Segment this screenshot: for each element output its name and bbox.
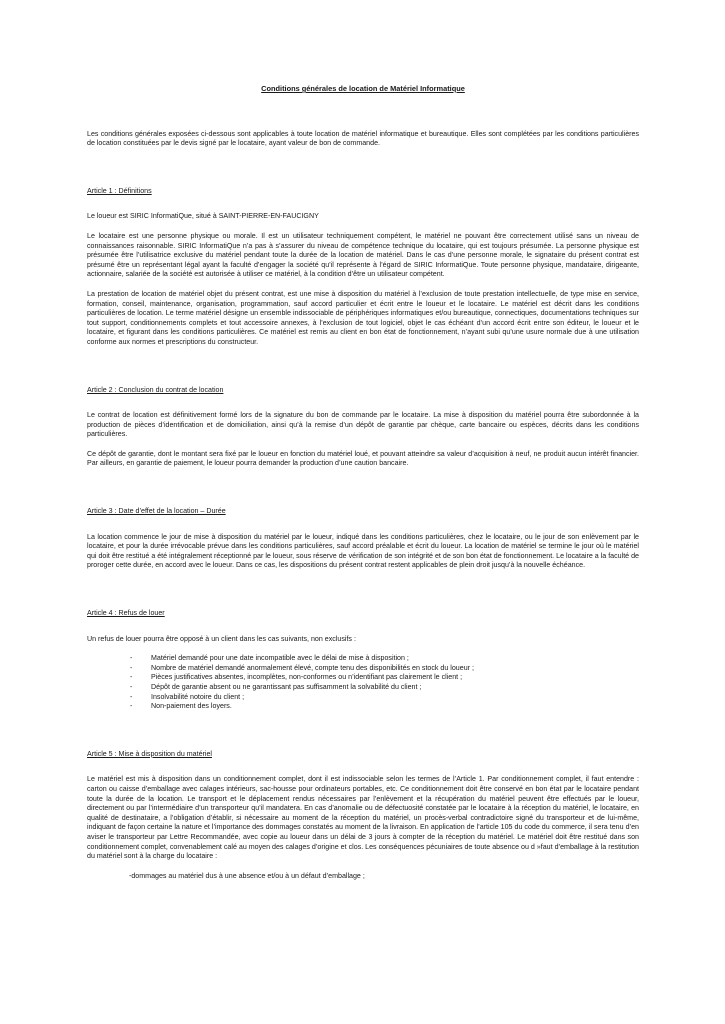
article-2-heading: Article 2 : Conclusion du contrat de location [87,385,224,394]
list-item: - Matériel demandé pour une date incompatible avec le délai de mise à disposition ; [87,654,639,664]
list-item: - Nombre de matériel demandé anormalement élevé, compte tenu des disponibilités en stock du loueur ; [87,664,639,674]
article-5-paragraph-1: Le matériel est mis à disposition dans un conditionnement complet, dont il est indissociable selon les termes de l’Article 1. Par conditionnement complet, il faut entendre : carton ou caisse d’emballage avec calages intérieurs, sac-housse pour ordinateurs portables, etc. Ce conditionnement doit être conservé en bon état par le locataire pendant toute la durée de la location. Le transport et le déplacement rendus nécessaires par l’enlèvement et la récupération du matériel peuvent être effectués par le loueur, directement ou par l’intermédiaire d’un transporteur qu’il mandatera. En cas d’anomalie ou de défectuosité constatée par le locataire à la réception du matériel, le locataire, en qualité de destinataire, a l’obligation d’établir, si nécessaire au moment de la réception du matériel, un procès-verbal contradictoire signé du transporteur et de lui-même, indiquant de façon certaine la nature et l’importance des dommages constatés au moment de la livraison. En application de l’article 105 du code du commerce, il sera tenu d’en aviser le transporteur par Lettre Recommandée, avec copie au loueur dans un délai de 3 jours à compter de la réception du matériel. Le matériel doit être restitué dans son conditionnement complet, convenablement calé au moyen des calages d’origine et clos. Les conséquences pécuniaires de toute absence ou d »faut d’emballage à la restitution du matériel sont à la charge du locataire : [87,775,639,861]
article-4-paragraph-1: Un refus de louer pourra être opposé à un client dans les cas suivants, non exclusifs : [87,634,356,643]
intro-paragraph: Les conditions générales exposées ci-dessous sont applicables à toute location de matériel informatique et bureautique. Elles sont complétées par les conditions particulières de location constituées par le devis signé par le locataire, ayant valeur de bon de commande. [87,129,639,148]
refusal-reasons-list [87,654,639,712]
list-item: - Pièces justificatives absentes, incomplètes, non-conformes ou n’identifiant pas clairement le client ; [87,673,639,683]
article-2-paragraph-1: Le contrat de location est définitivement formé lors de la signature du bon de commande par le locataire. La mise à disposition du matériel pourra être subordonnée à la production de pièces d’identification et de domiciliation, ainsi qu’à la remise d’un dépôt de garantie par chèque, carte bancaire ou espèces, décrits dans les conditions particulières. [87,411,639,439]
list-item: - Non-paiement des loyers. [87,702,639,712]
article-2-paragraph-2: Ce dépôt de garantie, dont le montant sera fixé par le loueur en fonction du matériel loué, et pouvant atteindre sa valeur d’acquisition à neuf, ne produit aucun intérêt financier. Par ailleurs, en garantie de paiement, le loueur pourra demander la production d’une caution bancaire. [87,449,639,468]
article-3-heading: Article 3 : Date d’effet de la location – Durée [87,507,226,516]
article-5-heading: Article 5 : Mise à disposition du matériel [87,749,212,758]
article-1-paragraph-1: Le loueur est SIRIC InformatiQue, situé à SAINT-PIERRE-EN-FAUCIGNY [87,212,319,221]
document-title: Conditions générales de location de Matériel Informatique [261,84,465,93]
list-item: - Dépôt de garantie absent ou ne garantissant pas suffisamment la solvabilité du client ; [87,683,639,693]
article-5-paragraph-2: -dommages au matériel dus à une absence et/ou à un défaut d’emballage ; [129,871,365,880]
article-1-paragraph-2: Le locataire est une personne physique ou morale. Il est un utilisateur techniquement compétent, le matériel ne pouvant être correctement utilisé sans un niveau de connaissances raisonnable. SIRIC InformatiQue n’a pas à s’assurer du niveau de compétence technique du locataire, qui est toujours présumée. La personne physique est présumée être l’utilisatrice exclusive du matériel pendant toute la durée de la location de matériel. Dans le cas d’une personne morale, le signataire du présent contrat est présumé être un représentant légal ayant la faculté d’engager la société qu’il représente à l’égard de SIRIC InformatiQue. Toute personne physique, mandataire, dirigeante, actionnaire, salariée de la société est autorisée à utiliser ce matériel, à la condition d’être un utilisateur compétent. [87,231,639,279]
document-page [87,84,639,881]
article-1-heading: Article 1 : Définitions [87,186,152,195]
article-4-heading: Article 4 : Refus de louer [87,609,165,618]
article-3-paragraph-1: La location commence le jour de mise à disposition du matériel par le loueur, indiqué dans les conditions particulières, chez le locataire, ou le jour de son enlèvement par le locataire, et pour la durée irrévocable prévue dans les conditions particulières, sauf accord préalable et écrit du loueur. La location de matériel se termine le jour où le matériel qui doit être restitué a été intégralement réceptionné par le loueur, sous réserve de vérification de son intégrité et de son bon état de fonctionnement. Le locataire a la faculté de proroger cette durée, en accord avec le loueur. Dans ce cas, les dispositions du présent contrat restent applicables de plein droit jusqu’à la nouvelle échéance. [87,532,639,570]
article-1-paragraph-3: La prestation de location de matériel objet du présent contrat, est une mise à disposition du matériel à l’exclusion de toute prestation intellectuelle, de type mise en service, formation, conseil, maintenance, organisation, programmation, sauf accord particulier et écrit entre le loueur et le locataire. Le matériel est décrit dans les conditions particulières de location. Le terme matériel désigne un ensemble indissociable de périphériques informatiques et/ou bureautique, connectiques, documentations techniques sur tout support, conditionnements complets et tout accessoire annexes, à l’exclusion de tout logiciel, objet le cas échéant d’un accord écrit entre son éditeur, le loueur et le locataire, et figurant dans les conditions particulières. Ce matériel est remis au client en bon état de fonctionnement, n’ayant subi qu’une usure normale due à une utilisation conforme aux normes et prescriptions du constructeur. [87,289,639,346]
list-item: - Insolvabilité notoire du client ; [87,693,639,703]
